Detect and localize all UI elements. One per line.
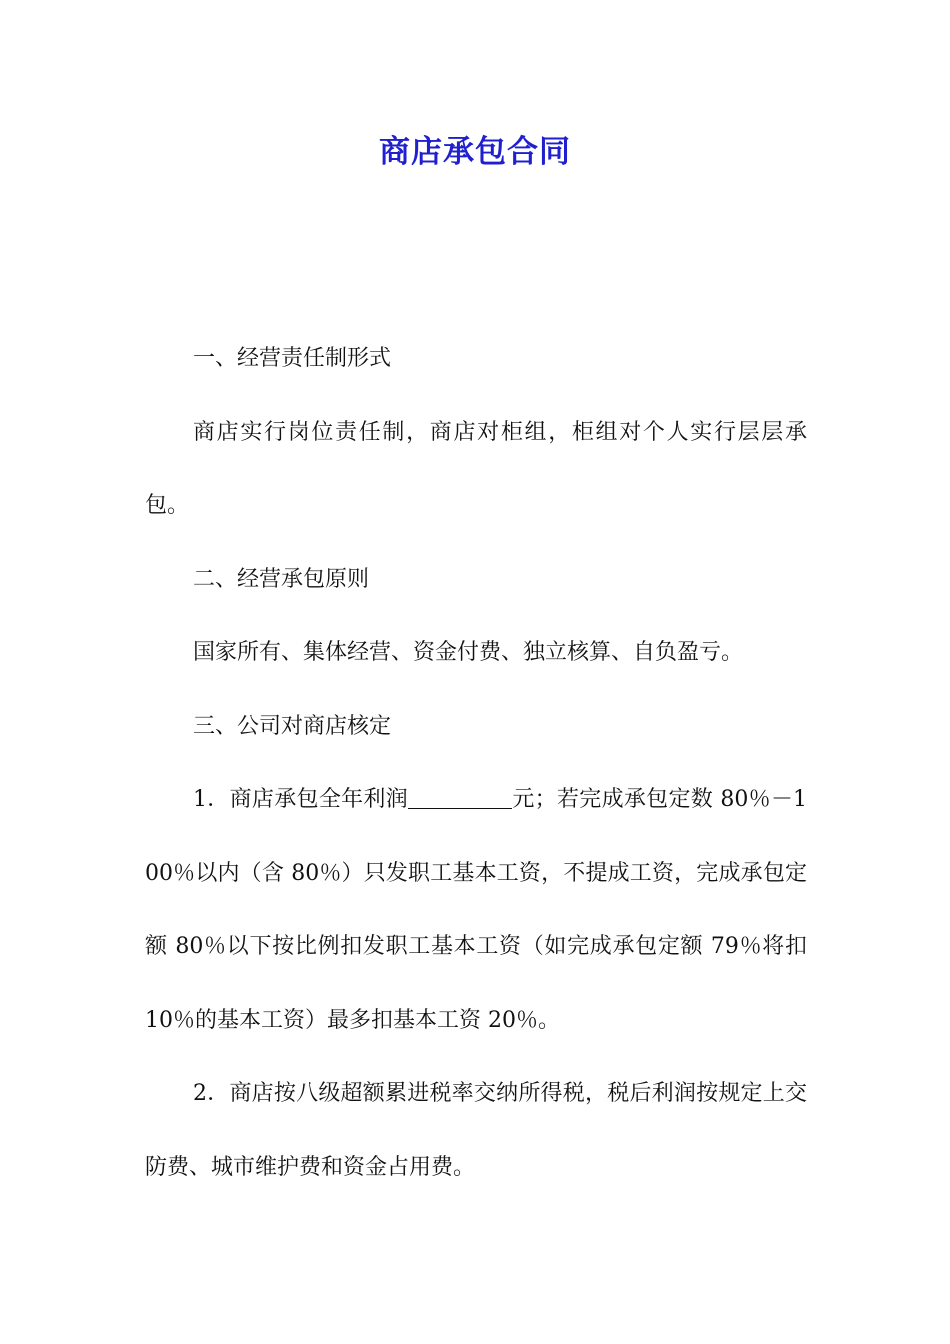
item-2-paragraph: 2．商店按八级超额累进税率交纳所得税，税后利润按规定上交防费、城市维护费和资金占用费。 bbox=[145, 1081, 807, 1180]
item-1-lead-text: 1．商店承包全年利润 bbox=[193, 787, 409, 812]
document-title: 商店承包合同 bbox=[379, 134, 571, 170]
section-1-body: 商店实行岗位责任制，商店对柜组，柜组对个人实行层层承包。 bbox=[145, 419, 807, 518]
section-3-heading: 三、公司对商店核定 bbox=[193, 713, 392, 739]
profit-amount-blank bbox=[408, 784, 512, 809]
section-2-body: 国家所有、集体经营、资金付费、独立核算、自负盈亏。 bbox=[193, 640, 744, 665]
item-1-paragraph bbox=[145, 763, 807, 1057]
section-1-heading: 一、经营责任制形式 bbox=[193, 346, 392, 371]
section-2-heading: 二、经营承包原则 bbox=[193, 566, 370, 592]
item-1-rest-text: 元；若完成承包定数 80％－100％以内（含 80％）只发职工基本工资，不提成工资，完成承包定额 80％以下按比例扣发职工基本工资（如完成承包定额 79％将扣 10％的基本工资）最多扣基本工资 20％。 bbox=[145, 787, 807, 1033]
document-body bbox=[145, 322, 807, 1204]
